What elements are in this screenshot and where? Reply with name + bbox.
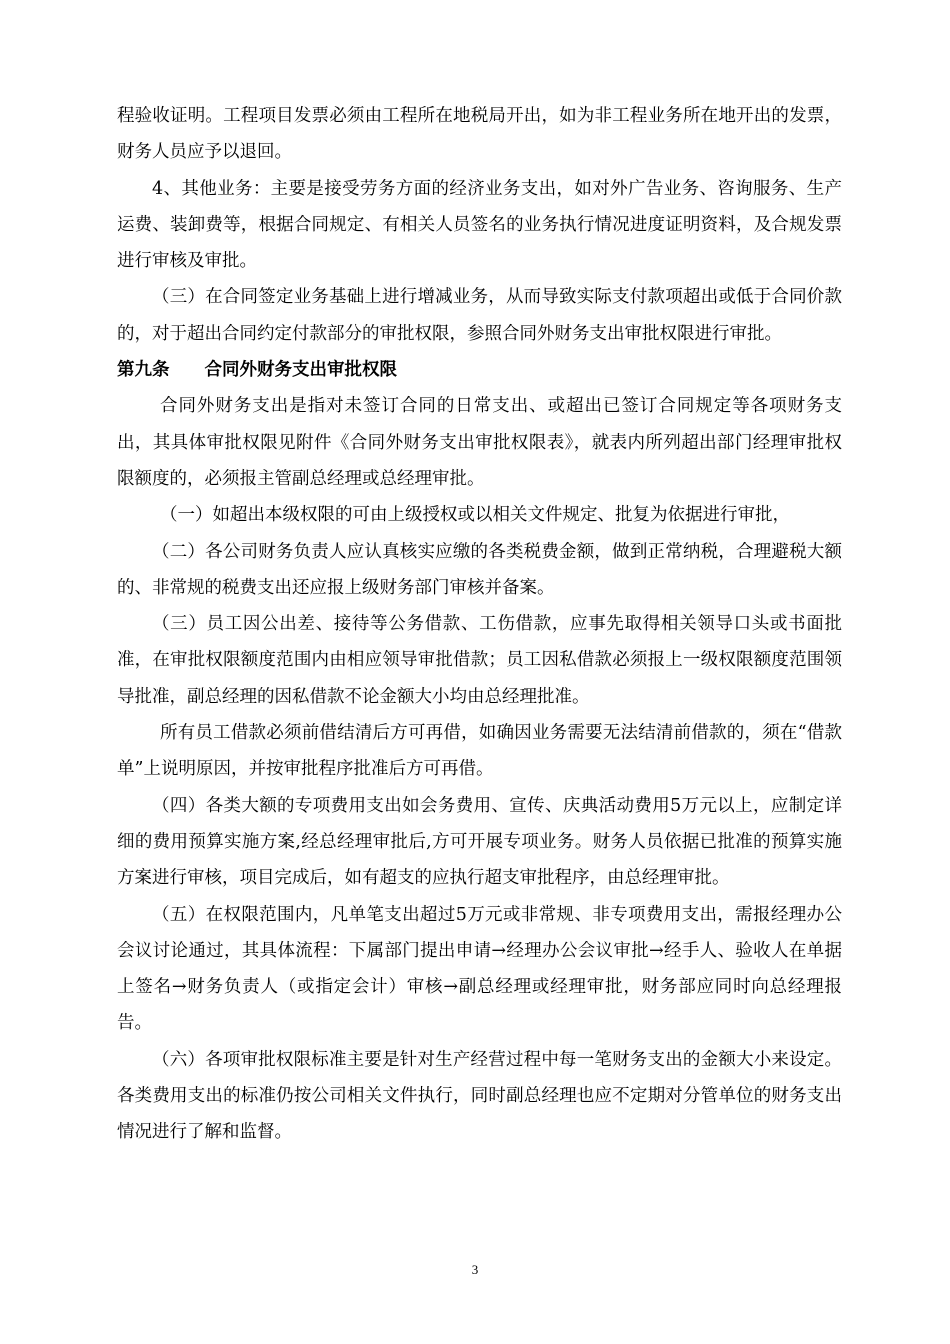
paragraph-2: 4、其他业务：主要是接受劳务方面的经济业务支出，如对外广告业务、咨询服务、生产运费、装卸费等，根据合同规定、有相关人员签名的业务执行情况进度证明资料，及合规发票进行审核及审批。 (117, 178, 842, 272)
paragraph-7: （二）各公司财务负责人应认真核实应缴的各类税费金额，做到正常纳税，合理避税大额的、非常规的税费支出还应报上级财务部门审核并备案。 (117, 541, 842, 598)
paragraph-9: 所有员工借款必须前借结清后方可再借，如确因业务需要无法结清前借款的，须在“借款单”上说明原因，并按审批程序批准后方可再借。 (117, 723, 842, 780)
paragraph-10: （四）各类大额的专项费用支出如会务费用、宣传、庆典活动费用5万元以上，应制定详细的费用预算实施方案,经总经理审批后,方可开展专项业务。财务人员依据已批准的预算实施方案进行审核，项目完成后，如有超支的应执行超支审批程序，由总经理审批。 (117, 795, 842, 889)
paragraph-11: （五）在权限范围内，凡单笔支出超过5万元或非常规、非专项费用支出，需报经理办公会议讨论通过，其具体流程：下属部门提出申请→经理办公会议审批→经手人、验收人在单据上签名→财务负责人（或指定会计）审核→副总经理或经理审批，财务部应同时向总经理报告。 (117, 904, 842, 1034)
paragraph-1: 程验收证明。工程项目发票必须由工程所在地税局开出，如为非工程业务所在地开出的发票，财务人员应予以退回。 (117, 106, 842, 163)
paragraph-3: （三）在合同签定业务基础上进行增减业务，从而导致实际支付款项超出或低于合同价款的，对于超出合同约定付款部分的审批权限，参照合同外财务支出审批权限进行审批。 (117, 287, 842, 344)
paragraph-6: （一）如超出本级权限的可由上级授权或以相关文件规定、批复为依据进行审批， (160, 505, 790, 526)
paragraph-12: （六）各项审批权限标准主要是针对生产经营过程中每一笔财务支出的金额大小来设定。各类费用支出的标准仍按公司相关文件执行，同时副总经理也应不定期对分管单位的财务支出情况进行了解和监督。 (117, 1049, 842, 1143)
paragraph-8: （三）员工因公出差、接待等公务借款、工伤借款，应事先取得相关领导口头或书面批准，在审批权限额度范围内由相应领导审批借款；员工因私借款必须报上一级权限额度范围领导批准，副总经理的因私借款不论金额大小均由总经理批准。 (117, 614, 842, 707)
document-body (117, 98, 842, 1151)
paragraph-5: 合同外财务支出是指对未签订合同的日常支出、或超出已签订合同规定等各项财务支出，其具体审批权限见附件《合同外财务支出审批权限表》，就表内所列超出部门经理审批权限额度的，必须报主管副总经理或总经理审批。 (117, 396, 842, 489)
page-number: 3 (471, 1262, 479, 1277)
section-heading: 第九条 合同外财务支出审批权限 (117, 360, 397, 381)
